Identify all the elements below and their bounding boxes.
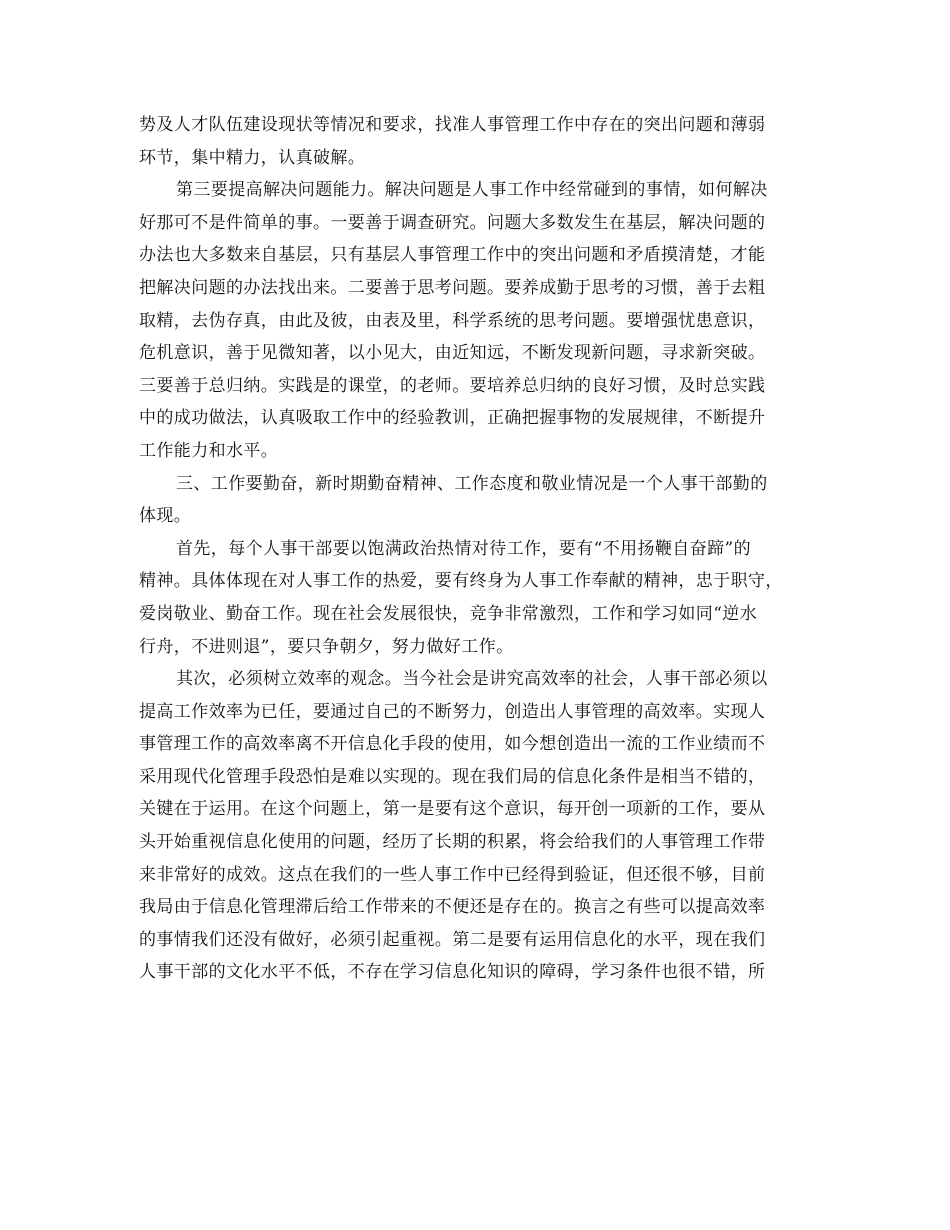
text-line: 工作能力和水平。: [139, 440, 279, 461]
text-line: 势及人才队伍建设现状等情况和要求，找准人事管理工作中存在的突出问题和薄弱: [139, 115, 766, 135]
text-line: 好那可不是件简单的事。一要善于调查研究。问题大多数发生在基层，解决问题的: [139, 212, 766, 233]
text-line: 其次，必须树立效率的观念。当今社会是讲究高效率的社会，人事干部必须以: [176, 669, 768, 690]
text-line: 事管理工作的高效率离不开信息化手段的使用，如今想创造出一流的工作业绩而不: [139, 734, 766, 755]
text-line: 三要善于总归纳。实践是的课堂，的老师。要培养总归纳的良好习惯，及时总实践: [139, 375, 766, 396]
text-line: 危机意识，善于见微知著，以小见大，由近知远，不断发现新问题，寻求新突破。: [139, 343, 766, 364]
text-line: 关键在于运用。在这个问题上，第一是要有这个意识，每开创一项新的工作，要从: [139, 799, 766, 820]
text-line: 的事情我们还没有做好，必须引起重视。第二是要有运用信息化的水平，现在我们: [139, 929, 766, 950]
text-line: 头开始重视信息化使用的问题，经历了长期的积累，将会给我们的人事管理工作带: [139, 832, 766, 853]
text-line: 中的成功做法，认真吸取工作中的经验教训，正确把握事物的发展规律，不断提升: [139, 408, 766, 429]
text-line: 取精，去伪存真，由此及彼，由表及里，科学系统的思考问题。要增强忧患意识，: [139, 310, 766, 331]
text-line: 爱岗敬业、勤奋工作。现在社会发展很快，竞争非常激烈，工作和学习如同“逆水: [139, 603, 758, 624]
text-line: 精神。具体体现在对人事工作的热爱，要有终身为人事工作奉献的精神，忠于职守，: [139, 571, 783, 592]
text-line: 体现。: [139, 506, 192, 527]
text-line: 把解决问题的办法找出来。二要善于思考问题。要养成勤于思考的习惯，善于去粗: [139, 277, 766, 298]
text-line: 提高工作效率为已任，要通过自己的不断努力，创造出人事管理的高效率。实现人: [139, 701, 766, 722]
text-line: 三、工作要勤奋，新时期勤奋精神、工作态度和敬业情况是一个人事干部勤的: [176, 473, 768, 494]
text-line: 环节，集中精力，认真破解。: [139, 147, 366, 168]
text-line: 行舟，不进则退”，要只争朝夕，努力做好工作。: [139, 636, 514, 657]
text-line: 首先，每个人事干部要以饱满政治热情对待工作，要有“不用扬鞭自奋蹄”的: [176, 538, 751, 559]
text-line: 人事干部的文化水平不低，不存在学习信息化知识的障碍，学习条件也很不错，所: [139, 962, 766, 983]
text-line: 办法也大多数来自基层，只有基层人事管理工作中的突出问题和矛盾摸清楚，才能: [139, 245, 766, 266]
text-line: 来非常好的成效。这点在我们的一些人事工作中已经得到验证，但还很不够，目前: [139, 864, 766, 885]
body-text: [139, 109, 819, 989]
text-line: 采用现代化管理手段恐怕是难以实现的。现在我们局的信息化条件是相当不错的，: [139, 766, 766, 787]
text-line: 我局由于信息化管理滞后给工作带来的不便还是存在的。换言之有些可以提高效率: [139, 897, 766, 918]
text-line: 第三要提高解决问题能力。解决问题是人事工作中经常碰到的事情，如何解决: [176, 180, 768, 201]
